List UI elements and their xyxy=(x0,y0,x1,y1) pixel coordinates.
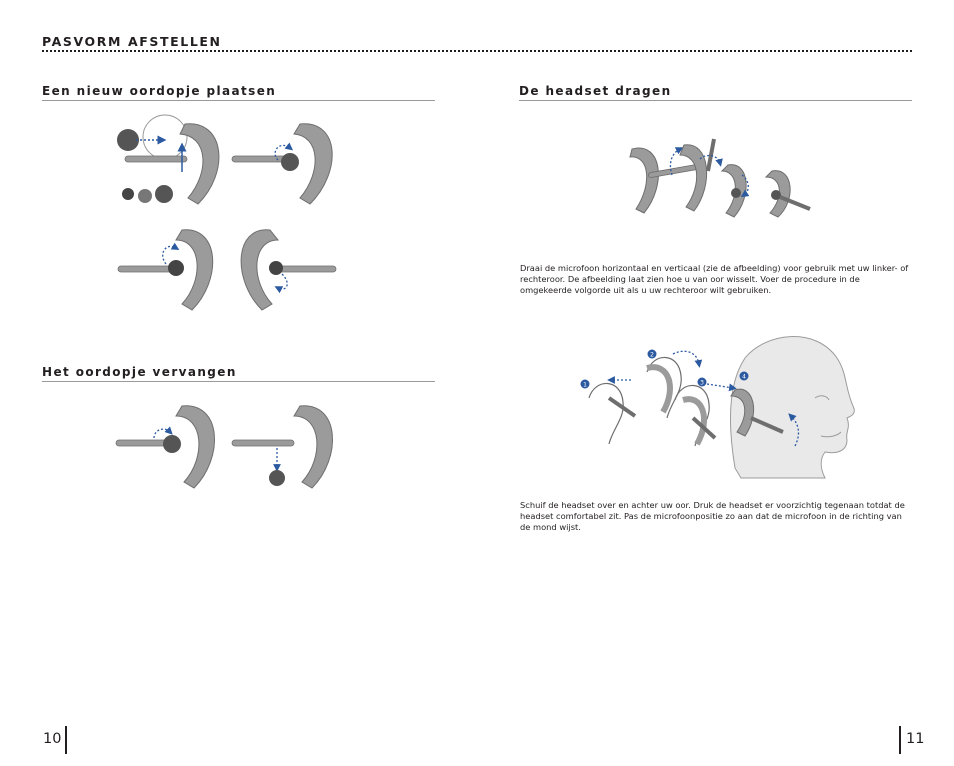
new-eartip-illustration xyxy=(110,112,345,317)
page-number-left: 10 xyxy=(43,731,62,747)
section-rule xyxy=(519,100,912,101)
eartip-icon xyxy=(117,129,139,151)
paragraph-rotate-mic: Draai de microfoon horizontaal en verticaal (zie de afbeelding) voor gebruik met uw linker- of rechteroor. De afbeelding laat zien hoe u van oor wisselt. Voer de procedure in de omgekeerde volgorde uit als u uw rechteroor wilt gebruiken. xyxy=(520,263,909,295)
page-number-bar xyxy=(65,726,67,754)
section-rule xyxy=(42,381,435,382)
replace-eartip-illustration xyxy=(112,402,337,494)
section-title-new-eartip: Een nieuw oordopje plaatsen xyxy=(42,84,277,98)
section-title-replace-eartip: Het oordopje vervangen xyxy=(42,365,237,379)
dotted-divider xyxy=(42,50,912,52)
step-number-3: 3 xyxy=(700,379,704,387)
page-number-bar xyxy=(899,726,901,754)
page-number-right: 11 xyxy=(906,731,925,747)
step-number-2: 2 xyxy=(650,351,654,359)
section-title-wearing: De headset dragen xyxy=(519,84,672,98)
page-title: PASVORM AFSTELLEN xyxy=(42,34,222,49)
paragraph-wearing: Schuif de headset over en achter uw oor. Druk de headset er voorzichtig tegenaan totdat de headset comfortabel zit. Pas de microfoonpositie zo aan dat de microfoon in de richting van de mond wijst. xyxy=(520,500,905,532)
rotate-microphone-illustration xyxy=(622,135,817,220)
section-rule xyxy=(42,100,435,101)
step-number-4: 4 xyxy=(742,373,746,381)
wearing-steps-illustration xyxy=(575,328,860,478)
step-number-1: 1 xyxy=(583,381,587,389)
